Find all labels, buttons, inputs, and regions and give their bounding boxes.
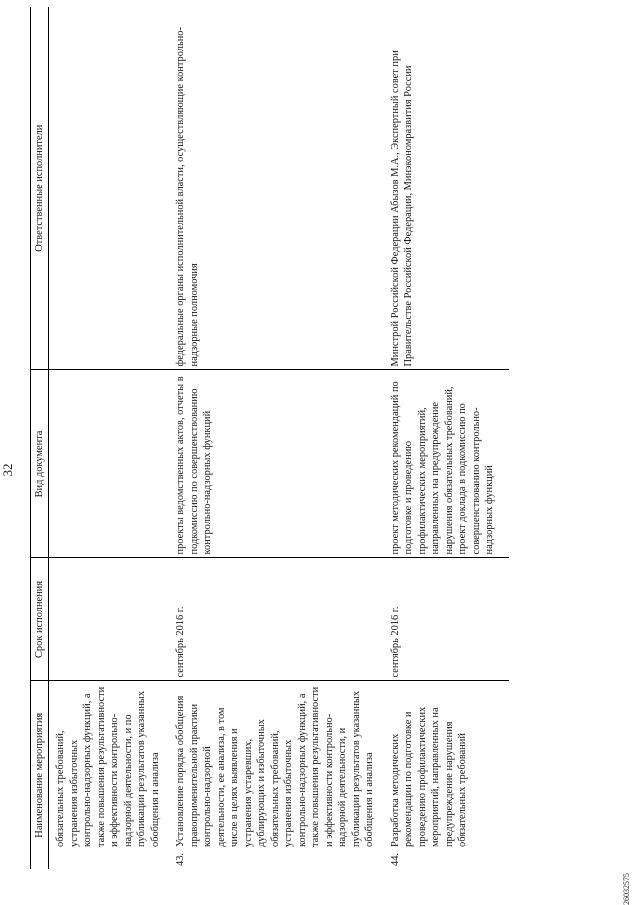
row-number	[49, 849, 175, 869]
responsible	[49, 7, 175, 370]
table-row	[389, 7, 509, 869]
row-number: 44.	[389, 853, 401, 866]
table-header-row	[31, 7, 49, 869]
header-deadline: Срок исполнения	[31, 558, 49, 681]
header-name: Наименование мероприятия	[31, 681, 49, 869]
responsible: федеральные органы исполнительной власти, осуществляющие контрольно-надзорные полномочия	[174, 7, 389, 370]
page-number: 32	[0, 463, 15, 477]
deadline: сентябрь 2016 г.	[174, 558, 389, 681]
deadline	[49, 558, 175, 681]
table-row	[49, 7, 175, 869]
deadline: сентябрь 2016 г.	[389, 558, 509, 681]
header-document-type: Вид документа	[31, 370, 49, 558]
row-number: 43.	[175, 853, 187, 866]
measure-name: Установление порядка обобщения правоприменительной практики контрольно-надзорной деятельности, ее анализа, в том числе в целях выявления и устранения устаревших, дублирующих и избыточных обязательных требований, устранения избыточных контрольно-надзорных функций, а также повышения результативности и эффективности контрольно-надзорной деятельности, и публикации результатов указанных обобщения и анализа	[175, 686, 376, 847]
measures-table	[30, 7, 509, 869]
document-type: проекты ведомственных актов, отчеты в подкомиссию по совершенствованию контрольно-надзорных функций	[174, 370, 389, 558]
table-row	[174, 7, 389, 869]
document-type	[49, 370, 175, 558]
measure-name: обязательных требований, устранения избыточных контрольно-надзорных функций, а также повышения результативности и эффективности контрольно-надзорной деятельности, и по публикации результатов указанных обобщения и анализа	[55, 686, 161, 847]
header-responsible: Ответственные исполнители	[31, 7, 49, 370]
responsible: Минстрой Российской Федерации Абызов М.А., Экспертный совет при Правительстве Российской Федерации, Минэкономразвития России	[389, 7, 509, 370]
document-code: 26032575	[622, 873, 631, 905]
document-type: проект методических рекомендаций по подготовке и проведению профилактических мероприятий, направленных на предупреждение нарушения обязательных требований, проект доклада в подкомиссию по совершенствованию контрольно-надзорных функций	[389, 370, 509, 558]
measure-name: Разработка методических рекомендации по подготовке и проведению профилактических мероприятий, направленных на предупреждение нарушения обязательных требований	[389, 706, 469, 847]
